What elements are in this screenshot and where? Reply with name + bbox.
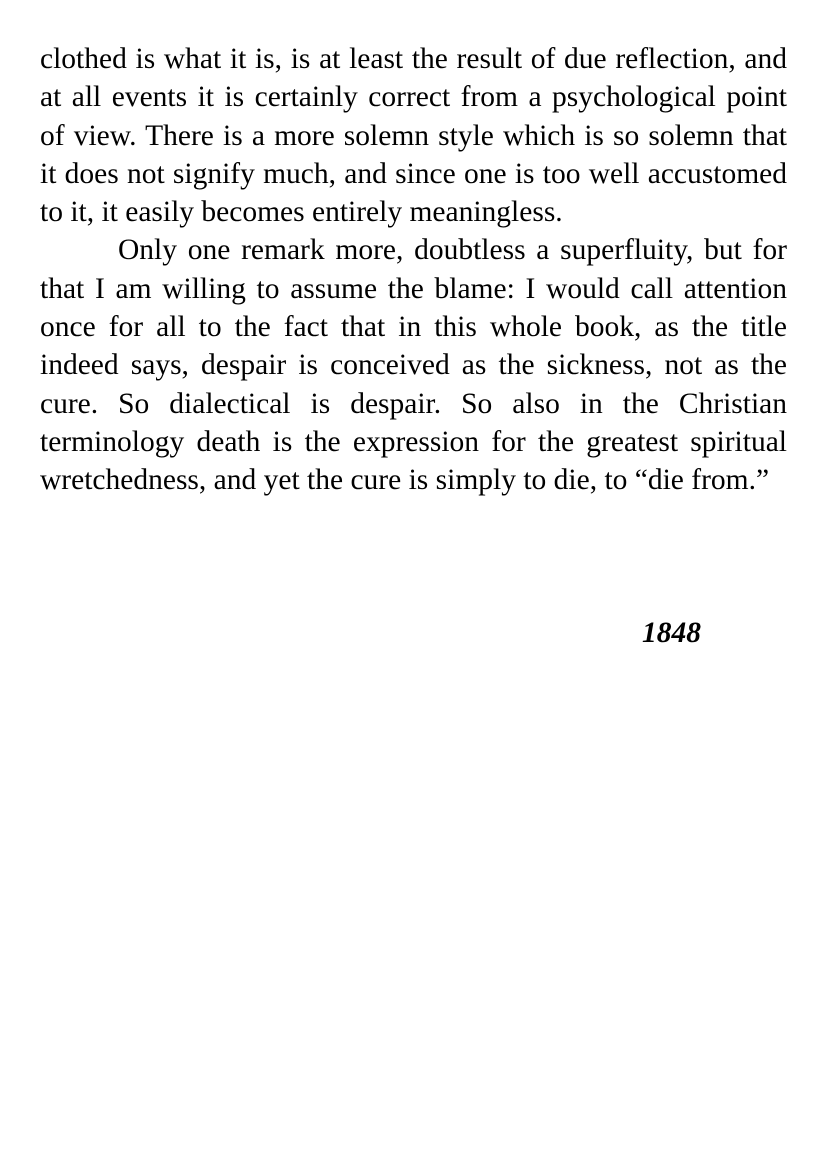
paragraph-closing-remark: Only one remark more, doubtless a superfluity, but for that I am willing to assume the blame: I would call attention once for all to the fact that in this whole book, as the title indeed says, despair is conceived as the sickness, not as the cure. So dialectical is despair. So also in the Christian terminology death is the expression for the greatest spiritual wretchedness, and yet the cure is simply to die, to “die from.”	[40, 234, 787, 497]
paragraph-continued: clothed is what it is, is at least the result of due reflection, and at all events it is certainly correct from a psychological point of view. There is a more solemn style which is so solemn that it does not signify much, and since one is too well accustomed to it, it easily becomes entirely meaningless.	[40, 43, 787, 229]
document-page	[40, 40, 787, 500]
date-signature: 1848	[642, 617, 701, 649]
